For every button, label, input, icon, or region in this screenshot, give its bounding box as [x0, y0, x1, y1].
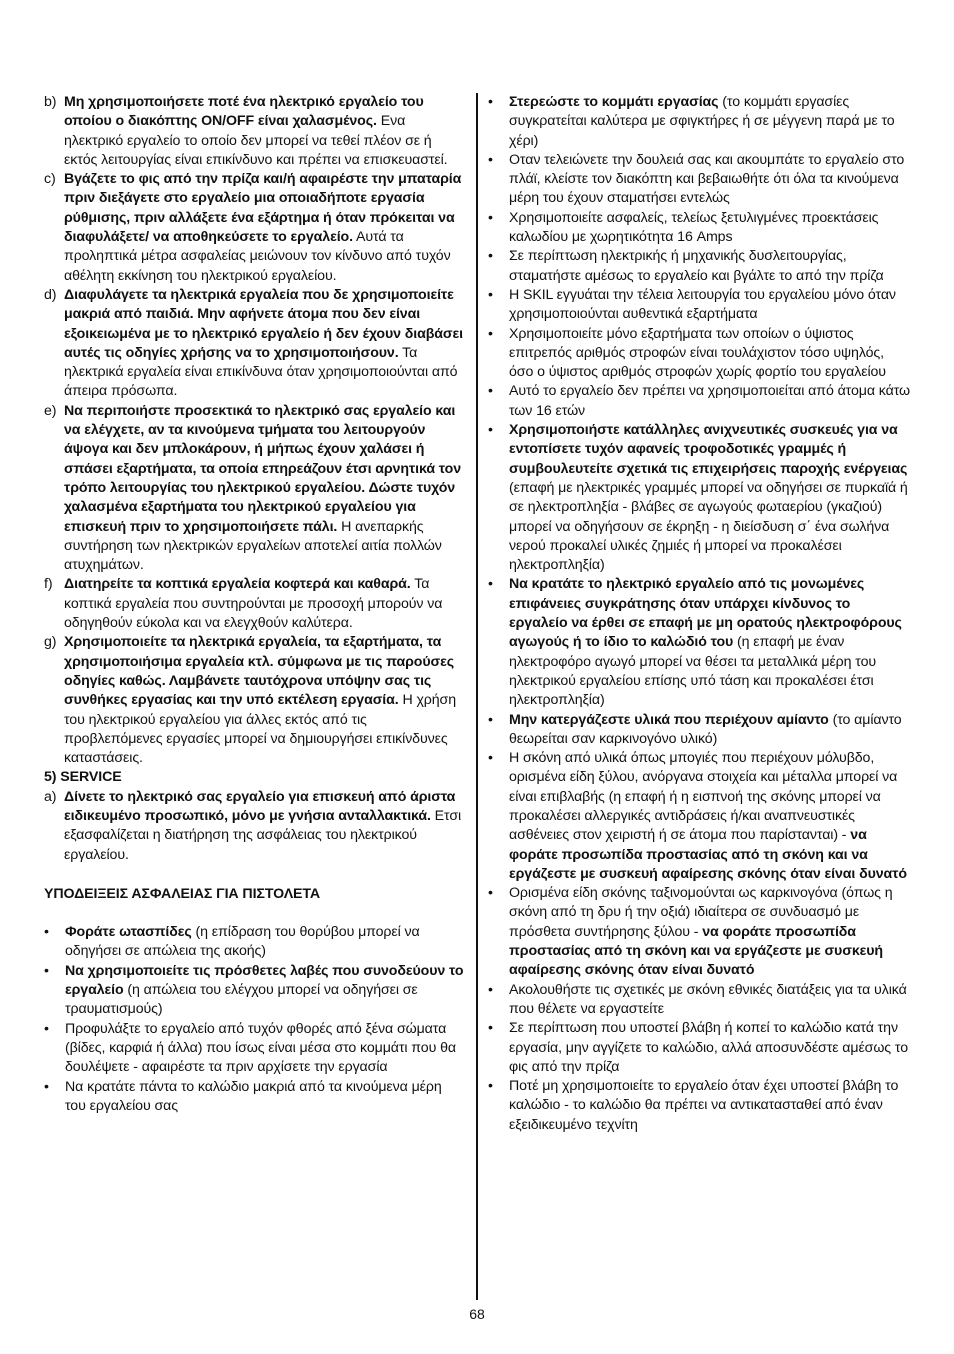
bullet-item	[488, 711, 910, 750]
item-text: Ποτέ μη χρησιμοποιείτε το εργαλείο όταν έχει υποστεί βλάβη το καλώδιο - το καλώδιο θα πρέπει να αντικατασταθεί από έναν εξειδικευμένο τεχνίτη	[509, 1078, 899, 1133]
bullet-marker: •	[488, 94, 493, 110]
bullet-item	[488, 325, 910, 383]
bullet-item	[488, 286, 910, 325]
item-bold-text: Να κρατάτε το ηλεκτρικό εργαλείο από τις μονωμένες επιφάνειες συγκράτησης όταν υπάρχει κίνδυνος το εργαλείο να έρθει σε επαφή με μη ορατούς ηλεκτροφόρους αγωγούς ή το ίδιο το καλώδιό του	[509, 576, 902, 651]
bullet-item	[44, 1020, 465, 1078]
bullet-marker: •	[44, 1078, 49, 1095]
item-text: Προφυλάξτε το εργαλείο από τυχόν φθορές από ξένα σώματα (βίδες, καρφιά ή άλλα) που ίσως είναι μέσα στο κομμάτι που θα δουλέψετε - αφαιρέστε τα πριν αρχίσετε την εργασία	[65, 1020, 456, 1076]
item-text: Χρησιμοποιείτε μόνο εξαρτήματα των οποίων ο ύψιστος επιτρεπός αριθμός στροφών είναι τουλάχιστον τόσο υψηλός, όσο ο ύψιστος αριθμός στροφών χωρίς φορτίο του εργαλείου	[509, 325, 886, 381]
item-text: Η χρήση του ηλεκτρικού εργαλείου για άλλες εκτός από τις προβλεπόμενες εργασίες μπορεί να δημιουργήσει επικίνδυνες καταστάσεις.	[64, 692, 457, 767]
item-bold-text: Να περιποιήστε προσεκτικά το ηλεκτρικό σας εργαλείο και να ελέγχετε, αν τα κινούμενα τμήματα του λειτουργούν άψογα και δεν μπλοκάρουν, ή μήπως έχουν χαλάσει ή σπάσει εξαρτήματα, τα οποία επηρεάζουν έτσι αρνητικά τον τρόπο λειτουργίας του ηλεκτρικού εργαλείου. Δώστε τυχόν χαλασμένα εξαρτήματα του ηλεκτρικού εργαλείου για επισκευή πριν το χρησιμοποιήσετε πάλι.	[64, 402, 461, 535]
bullet-item	[488, 247, 910, 286]
item-bold-text: Χρησιμοποιήστε κατάλληλες ανιχνευτικές συσκευές για να εντοπίσετε τυχόν αφανείς τροφοδοτικές γραμμές ή συμβουλευτείτε σχετικά τις επιχειρήσεις παροχής ενέργειας	[509, 422, 908, 477]
bullet-marker: •	[488, 1078, 493, 1095]
bullet-item	[488, 1077, 910, 1135]
item-text: Ενα ηλεκτρικό εργαλείο το οποίο δεν μπορεί να τεθεί πλέον σε ή εκτός λειτουργίας είναι επικίνδυνο και πρέπει να επισκευαστεί.	[64, 113, 448, 168]
bullet-marker: •	[488, 981, 493, 998]
service-heading: 5) SERVICE	[44, 769, 122, 786]
bullet-marker: •	[488, 325, 493, 342]
list-item-c	[44, 170, 465, 286]
item-bold-text: Φοράτε ωτασπίδες	[65, 924, 192, 941]
bullet-item	[488, 884, 910, 980]
bullet-marker: •	[488, 1020, 493, 1037]
item-bold-text: Χρησιμοποιείτε τα ηλεκτρικά εργαλεία, τα εξαρτήματα, τα χρησιμοποιήσιμα εργαλεία κτλ. σύμφωνα με τις παρούσες οδηγίες καθώς. Λαμβάνετε ταυτόχρονα υπόψην σας τις συνθήκες εργασίας και την υπό εκτέλεση εργασία.	[64, 634, 454, 709]
item-text: (η επίδραση του θορύβου μπορεί να οδηγήσει σε απώλεια της ακοής)	[65, 924, 420, 960]
item-marker: a)	[44, 788, 57, 805]
item-bold-text: Δίνετε το ηλεκτρικό σας εργαλείο για επισκευή από άριστα ειδικευμένο προσωπικό, μόνο με γνήσια ανταλλακτικά.	[64, 788, 456, 824]
item-bold-text: Να χρησιμοποιείτε τις πρόσθετες λαβές που συνοδεύουν το εργαλείο	[65, 962, 464, 999]
item-text: Η ανεπαρκής συντήρηση των ηλεκτρικών εργαλείων αποτελεί αιτία πολλών ατυχημάτων.	[64, 518, 442, 574]
page-number: 68	[469, 1306, 485, 1322]
list-item-d	[44, 286, 465, 402]
list-item-e	[44, 402, 465, 576]
list-item-g	[44, 633, 465, 768]
item-marker: c)	[44, 171, 56, 188]
list-item-b	[44, 93, 465, 170]
bullet-marker: •	[488, 750, 493, 767]
bullet-marker: •	[488, 209, 493, 226]
item-text: Ετσι εξασφαλίζεται η διατήρηση της ασφάλειας του ηλεκτρικού εργαλείου.	[64, 807, 462, 863]
bullet-item	[488, 209, 910, 248]
item-text: (επαφή με ηλεκτρικές γραμμές μπορεί να οδηγήσει σε πυρκαϊά ή σε ηλεκτροπληξία - βλάβες σε αγωγούς φωταερίου (γκαζιού) μπορεί να οδηγήσουν σε έκρηξη - η διείσδυση σ΄ ένα σωλήνα νερού προκαλεί υλικές ζημιές ή μπορεί να προκαλέσει ηλεκτροπληξία)	[509, 479, 908, 574]
service-item-a	[44, 788, 465, 865]
bullet-marker: •	[44, 924, 49, 941]
item-text: Σε περίπτωση που υποστεί βλάβη ή κοπεί το καλώδιο κατά την εργασία, μην αγγίζετε το καλώδιο, αλλά αποσυνδέστε αμέσως το φις από την πρίζα	[509, 1020, 908, 1075]
bullet-marker: •	[488, 286, 493, 303]
bullet-item	[44, 923, 465, 962]
item-bold-text: Μην κατεργάζεστε υλικά που περιέχουν αμίαντο	[509, 711, 829, 728]
bullet-marker: •	[488, 711, 493, 728]
item-text: (η απώλεια του ελέγχου μπορεί να οδηγήσει σε τραυματισμούς)	[65, 982, 418, 1018]
bullet-item	[488, 749, 910, 884]
bullet-marker: •	[488, 422, 493, 439]
item-text: (η επαφή με έναν ηλεκτροφόρο αγωγό μπορεί να θέσει τα μεταλλικά μέρη του ηλεκτρικού εργαλείου επίσης υπό τάση και προκαλέσει έτσι ηλεκτροπληξία)	[509, 634, 877, 709]
bullet-item	[488, 382, 910, 421]
item-text: Σε περίπτωση ηλεκτρικής ή μηχανικής δυσλειτουργίας, σταματήστε αμέσως το εργαλείο και βγάλτε το από την πρίζα	[509, 248, 884, 284]
bullet-item	[44, 1078, 465, 1117]
column-divider	[476, 93, 478, 1300]
bullet-marker: •	[488, 151, 493, 168]
item-text: Να κρατάτε πάντα το καλώδιο μακριά από τα κινούμενα μέρη του εργαλείου σας	[65, 1078, 442, 1114]
item-text: Τα κοπτικά εργαλεία που συντηρούνται με προσοχή μπορούν να οδηγηθούν εύκολα και να ελεγχθούν καλύτερα.	[64, 576, 443, 632]
item-text: Ακολουθήστε τις σχετικές με σκόνη εθνικές διατάξεις για τα υλικά που θέλετε να εργαστείτε	[509, 981, 907, 1017]
item-text: Χρησιμοποιείτε ασφαλείς, τελείως ξετυλιγμένες προεκτάσεις καλωδίου με χωρητικότητα 16 Amps	[509, 209, 879, 246]
section-title: ΥΠΟΔΕΙΞΕΙΣ ΑΣΦΑΛΕΙΑΣ ΓΙΑ ΠΙΣΤΟΛΕΤΑ	[44, 885, 321, 902]
bullet-marker: •	[488, 576, 493, 593]
item-bold-text: Στερεώστε το κομμάτι εργασίας	[509, 94, 719, 110]
item-text: Τα ηλεκτρικά εργαλεία είναι επικίνδυνα όταν χρησιμοποιούνται από άπειρα πρόσωπα.	[64, 344, 458, 400]
item-bold-text: Βγάζετε το φις από την πρίζα και/ή αφαιρέστε την μπαταρία πριν διεξάγετε στο εργαλείο μια οποιαδήποτε εργασία ρύθμισης, πριν αλλάξετε ένα εξάρτημα ή όταν πρόκειται να διαφυλάξετε/ να αποθηκεύσετε το εργαλείο.	[64, 171, 462, 246]
item-text: (το κομμάτι εργασίες συγκρατείται καλύτερα με σφιγκτήρες ή σε μέγγενη παρά με το χέρι)	[509, 94, 895, 149]
item-marker: e)	[44, 402, 57, 419]
bullet-item	[44, 962, 465, 1020]
bullet-item	[488, 981, 910, 1020]
item-bold-text: Διαφυλάγετε τα ηλεκτρικά εργαλεία που δε χρησιμοποιείτε μακριά από παιδιά. Μην αφήνετε άτομα που δεν είναι εξοικειωμένα με το ηλεκτρικό εργαλείο ή δεν έχουν διαβάσει αυτές τις οδηγίες χρήσης να το χρησιμοποιήσουν.	[64, 286, 464, 361]
item-marker: f)	[44, 576, 53, 593]
item-text: Η σκόνη από υλικά όπως μπογιές που περιέχουν μόλυβδο, ορισμένα είδη ξύλου, ανόργανα στοιχεία και μέταλλα μπορεί να είναι επιβλαβής (η επαφή ή η εισπνοή της σκόνης μπορεί να προκαλέσει αλλεργικές αντιδράσεις ή/και αναπνευστικές ασθένειες στον χειριστή ή σε άτομα που παρίστανται) -	[509, 750, 898, 844]
bullet-item	[488, 93, 910, 151]
bullet-marker: •	[44, 962, 49, 979]
item-text: (το αμίαντο θεωρείται σαν καρκινογόνο υλικό)	[509, 711, 902, 747]
list-item-f	[44, 575, 465, 633]
item-marker: g)	[44, 634, 57, 651]
item-bold-tail: να φοράτε προσωπίδα προστασίας από τη σκόνη και να εργάζεστε με συσκευή αφαίρεσης σκόνης όταν είναι δυνατό	[509, 923, 883, 979]
item-bold-tail: να φοράτε προσωπίδα προστασίας από τη σκόνη και να εργάζεστε με συσκευή αφαίρεσης σκόνης όταν είναι δυνατό	[509, 827, 907, 882]
item-text: Ορισμένα είδη σκόνης ταξινομούνται ως καρκινογόνα (όπως η σκόνη από τη δρυ ή την οξιά) ιδιαίτερα σε συνδυασμό με πρόσθετα συντήρησης ξύλου -	[509, 885, 893, 940]
item-text: Οταν τελειώνετε την δουλειά σας και ακουμπάτε το εργαλείο στο πλάϊ, κλείστε τον διακόπτη και βεβαιωθήτε ότι όλα τα κινούμενα μέρη του έχουν σταματήσει εντελώς	[509, 151, 905, 207]
bullet-item	[488, 421, 910, 575]
left-column	[44, 93, 465, 1116]
bullet-marker: •	[488, 383, 493, 400]
item-text: Αυτό το εργαλείο δεν πρέπει να χρησιμοποιείται από άτομα κάτω των 16 ετών	[509, 383, 911, 419]
item-marker: b)	[44, 94, 57, 110]
bullet-item	[488, 151, 910, 209]
bullet-marker: •	[488, 248, 493, 265]
item-bold-text: Διατηρείτε τα κοπτικά εργαλεία κοφτερά και καθαρά.	[64, 576, 411, 593]
right-column	[488, 93, 910, 1135]
bullet-marker: •	[488, 885, 493, 902]
bullet-item	[488, 575, 910, 710]
item-marker: d)	[44, 286, 57, 303]
bullet-marker: •	[44, 1020, 49, 1037]
item-bold-text: Μη χρησιμοποιήσετε ποτέ ένα ηλεκτρικό εργαλείο του οποίου ο διακόπτης ON/OFF είναι χαλασμένος.	[64, 94, 424, 130]
item-text: Αυτά τα προληπτικά μέτρα ασφαλείας μειώνουν τον κίνδυνο από τυχόν αθέλητη εκκίνηση του ηλεκτρικού εργαλείου.	[64, 229, 451, 284]
bullet-item	[488, 1019, 910, 1077]
item-text: Η SKIL εγγυάται την τέλεια λειτουργία του εργαλείου μόνο όταν χρησιμοποιούνται αυθεντικά εξαρτήματα	[509, 286, 896, 323]
